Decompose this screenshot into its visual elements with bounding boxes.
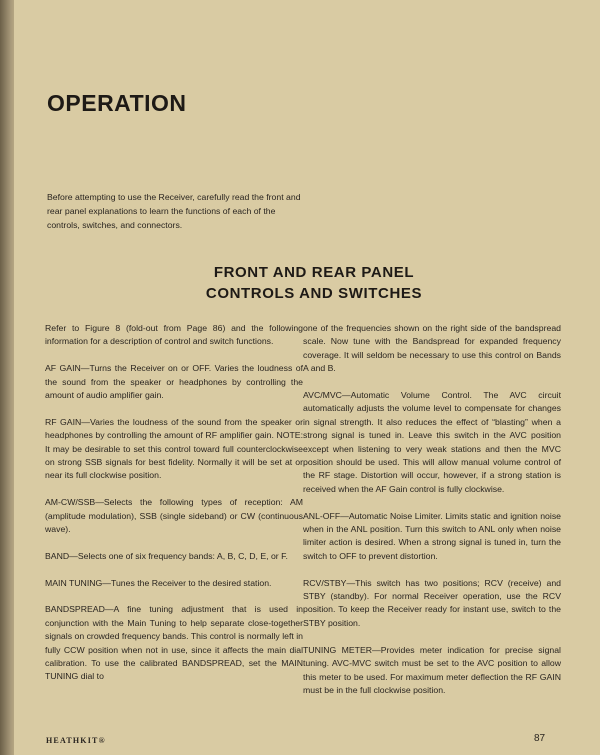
page-title: OPERATION — [47, 90, 187, 116]
paragraph-main-tuning: MAIN TUNING—Tunes the Receiver to the desired station. — [45, 577, 272, 588]
paragraph-rcv-stby: RCV/STBY—This switch has two positions; RCV (receive) and STBY (standby). For normal Receiver operation, use the RCV position. To keep the Receiver ready for instant use, switch to the STBY position. — [303, 577, 561, 628]
paragraph-am-cw-ssb: AM-CW/SSB—Selects the following types of reception: AM (amplitude modulation), SSB (single sideband) or CW (continuous wave). — [45, 497, 303, 535]
paragraph-rf-gain: RF GAIN—Varies the loudness of the sound from the speaker or headphones by controlling the amount of RF amplifier gain. NOTE: It may be desirable to set this control toward full counterclockwise on strong SSB signals for best fidelity. Normally it will be set at or near its full clockwise position. — [45, 416, 303, 481]
paragraph-anl-off: ANL-OFF—Automatic Noise Limiter. Limits static and ignition noise when in the ANL position. Turn this switch to ANL only when noise limiter action is desired. When a strong signal is tuned in, turn the switch to OFF to prevent distortion. — [303, 510, 561, 561]
document-page — [14, 0, 600, 755]
paragraph-bandspread-continued: one of the frequencies shown on the right side of the bandspread scale. Now tune with the Bandspread for expanded frequency coverage. It will seldom be necessary to use this control on Bands A and B. — [303, 323, 561, 374]
intro-paragraph: Before attempting to use the Receiver, carefully read the front and rear panel explanations to learn the functions of each of the controls, switches, and connectors. — [47, 192, 301, 230]
paragraph-bandspread: BANDSPREAD—A fine tuning adjustment that is used in conjunction with the Main Tuning to help separate close-together signals on crowded frequency bands. This control is normally left in fully CCW position when not in use, since it affects the main dial calibration. To use the calibrated BANDSPREAD, set the MAIN TUNING dial to — [45, 604, 303, 682]
right-column — [303, 322, 561, 711]
paragraph-af-gain: AF GAIN—Turns the Receiver on or OFF. Varies the loudness of the sound from the speaker or headphones by controlling the amount of audio amplifier gain. — [45, 363, 303, 401]
section-heading — [134, 262, 494, 304]
left-column — [45, 322, 303, 697]
footer-brand-logo: HEATHKIT® — [46, 736, 106, 745]
section-heading-line-2: CONTROLS AND SWITCHES — [205, 285, 423, 302]
paragraph-figure-reference: Refer to Figure 8 (fold-out from Page 86) and the following information for a description of control and switch functions. — [45, 323, 303, 347]
paragraph-band: BAND—Selects one of six frequency bands: A, B, C, D, E, or F. — [45, 550, 288, 561]
paragraph-avc-mvc: AVC/MVC—Automatic Volume Control. The AVC circuit automatically adjusts the volume level to compensate for changes in signal strength. It also reduces the effect of “blasting” when a strong signal is tuned in. Leave this switch in the AVC position except when listening to very weak stations and then the MVC position should be used. This will allow manual volume control of the RF stage. Distortion will occur, however, if a strong station is received when the AF Gain control is fully clockwise. — [303, 390, 561, 494]
section-heading-line-1: FRONT AND REAR PANEL — [213, 264, 415, 281]
paragraph-tuning-meter: TUNING METER—Provides meter indication for precise signal tuning. AVC-MVC switch must be set to the AVC position to allow this meter to be used. For maximum meter deflection the RF GAIN must be in the full clockwise position. — [303, 644, 561, 695]
page-number: 87 — [534, 733, 546, 744]
